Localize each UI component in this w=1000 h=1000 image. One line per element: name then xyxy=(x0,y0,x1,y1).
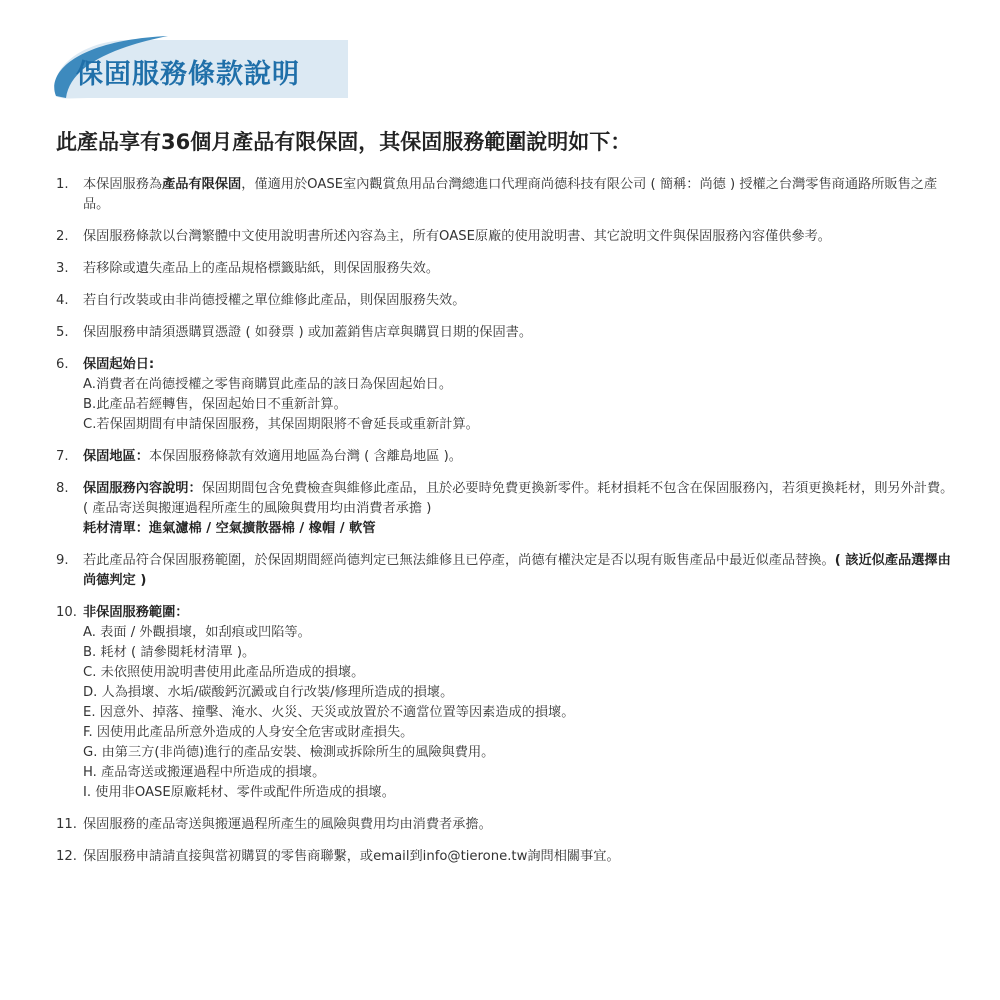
list-item xyxy=(56,323,956,343)
item-text: 保固服務申請須憑購買憑證 ( 如發票 ) 或加蓋銷售店章與購買日期的保固書。 xyxy=(83,325,533,340)
list-item xyxy=(56,603,956,803)
list-item xyxy=(56,479,956,539)
list-item xyxy=(56,815,956,835)
item-number: 3. xyxy=(56,261,69,276)
sub-item: B.此產品若經轉售，保固起始日不重新計算。 xyxy=(83,397,347,412)
title-banner xyxy=(48,34,348,106)
item-number: 2. xyxy=(56,229,69,244)
sub-item: I. 使用非OASE原廠耗材、零件或配件所造成的損壞。 xyxy=(83,785,395,800)
list-item xyxy=(56,227,956,247)
list-item xyxy=(56,175,956,215)
list-item xyxy=(56,259,956,279)
list-item xyxy=(56,551,956,591)
item-text: 保固服務條款以台灣繁體中文使用說明書所述內容為主，所有OASE原廠的使用說明書、其它說明文件與保固服務內容僅供參考。 xyxy=(83,229,831,244)
sub-item: F. 因使用此產品所意外造成的人身安全危害或財產損失。 xyxy=(83,725,414,740)
page-heading: 此產品享有36個月產品有限保固，其保固服務範圍說明如下： xyxy=(56,130,632,154)
item-number: 4. xyxy=(56,293,69,308)
sub-item: C. 未依照使用說明書使用此產品所造成的損壞。 xyxy=(83,665,365,680)
sub-item: A. 表面 / 外觀損壞，如刮痕或凹陷等。 xyxy=(83,625,311,640)
item-number: 1. xyxy=(56,177,69,192)
item-text: 若自行改裝或由非尚德授權之單位維修此產品，則保固服務失效。 xyxy=(83,293,466,308)
item-text: 非保固服務範圍： A. 表面 / 外觀損壞，如刮痕或凹陷等。 B. 耗材 ( 請參閱耗材清單 )。 C. 未依照使用說明書使用此產品所造成的損壞。 D. 人為損壞、水垢/碳酸鈣沉澱或自行改裝/修理所造成的損壞。 E. 因意外、掉落、撞擊、淹水、火災、天災或放置於不適當位置等因素造成的損壞。 F. 因使用此產品所意外造成的人身安全危害或財產損失。 G. 由第三方(非尚德)進行的產品安裝、檢測或拆除所生的風險與費用。 H. 產品寄送或搬運過程中所造成的損壞。 I. 使用非OASE原廠耗材、零件或配件所造成的損壞。 xyxy=(83,603,956,803)
sub-item: B. 耗材 ( 請參閱耗材清單 )。 xyxy=(83,645,256,660)
item-text: 若移除或遺失產品上的產品規格標籤貼紙，則保固服務失效。 xyxy=(83,261,440,276)
terms-list xyxy=(56,175,956,879)
item-number: 9. xyxy=(56,553,69,568)
item-number: 12. xyxy=(56,849,77,864)
sub-item: E. 因意外、掉落、撞擊、淹水、火災、天災或放置於不適當位置等因素造成的損壞。 xyxy=(83,705,575,720)
item-text: 保固服務內容說明：保固期間包含免費檢查與維修此產品，且於必要時免費更換新零件。耗材損耗不包含在保固服務內，若須更換耗材，則另外計費。( 產品寄送與搬運過程所產生的風險與費用均由消費者承擔 ) 耗材清單：進氣濾棉 / 空氣擴散器棉 / 橡帽 / 軟管 xyxy=(83,481,954,536)
list-item xyxy=(56,847,956,867)
item-text: 保固起始日: A.消費者在尚德授權之零售商購買此產品的該日為保固起始日。 B.此產品若經轉售，保固起始日不重新計算。 C.若保固期間有申請保固服務，其保固期限將不會延長或重新計算。 xyxy=(83,355,956,435)
item-number: 6. xyxy=(56,357,69,372)
sub-item: H. 產品寄送或搬運過程中所造成的損壞。 xyxy=(83,765,326,780)
banner-title: 保固服務條款說明 xyxy=(76,59,300,90)
list-item xyxy=(56,291,956,311)
item-number: 10. xyxy=(56,605,77,620)
sub-item: C.若保固期間有申請保固服務，其保固期限將不會延長或重新計算。 xyxy=(83,417,479,432)
item-number: 11. xyxy=(56,817,77,832)
item-text: 本保固服務為產品有限保固，僅適用於OASE室內觀賞魚用品台灣總進口代理商尚德科技有限公司 ( 簡稱：尚德 ) 授權之台灣零售商通路所販售之產品。 xyxy=(83,177,938,212)
item-text: 保固服務的產品寄送與搬運過程所產生的風險與費用均由消費者承擔。 xyxy=(83,817,492,832)
item-number: 8. xyxy=(56,481,69,496)
item-text: 保固地區：本保固服務條款有效適用地區為台灣 ( 含離島地區 )。 xyxy=(83,449,462,464)
item-text: 若此產品符合保固服務範圍，於保固期間經尚德判定已無法維修且已停產，尚德有權決定是否以現有販售產品中最近似產品替換。( 該近似產品選擇由尚德判定 ) xyxy=(83,553,951,588)
sub-item: G. 由第三方(非尚德)進行的產品安裝、檢測或拆除所生的風險與費用。 xyxy=(83,745,495,760)
item-text: 保固服務申請請直接與當初購買的零售商聯繫，或email到info@tierone.tw詢問相關事宜。 xyxy=(83,849,620,864)
list-item xyxy=(56,447,956,467)
item-number: 7. xyxy=(56,449,69,464)
item-number: 5. xyxy=(56,325,69,340)
list-item xyxy=(56,355,956,435)
sub-item: D. 人為損壞、水垢/碳酸鈣沉澱或自行改裝/修理所造成的損壞。 xyxy=(83,685,454,700)
sub-item: A.消費者在尚德授權之零售商購買此產品的該日為保固起始日。 xyxy=(83,377,453,392)
